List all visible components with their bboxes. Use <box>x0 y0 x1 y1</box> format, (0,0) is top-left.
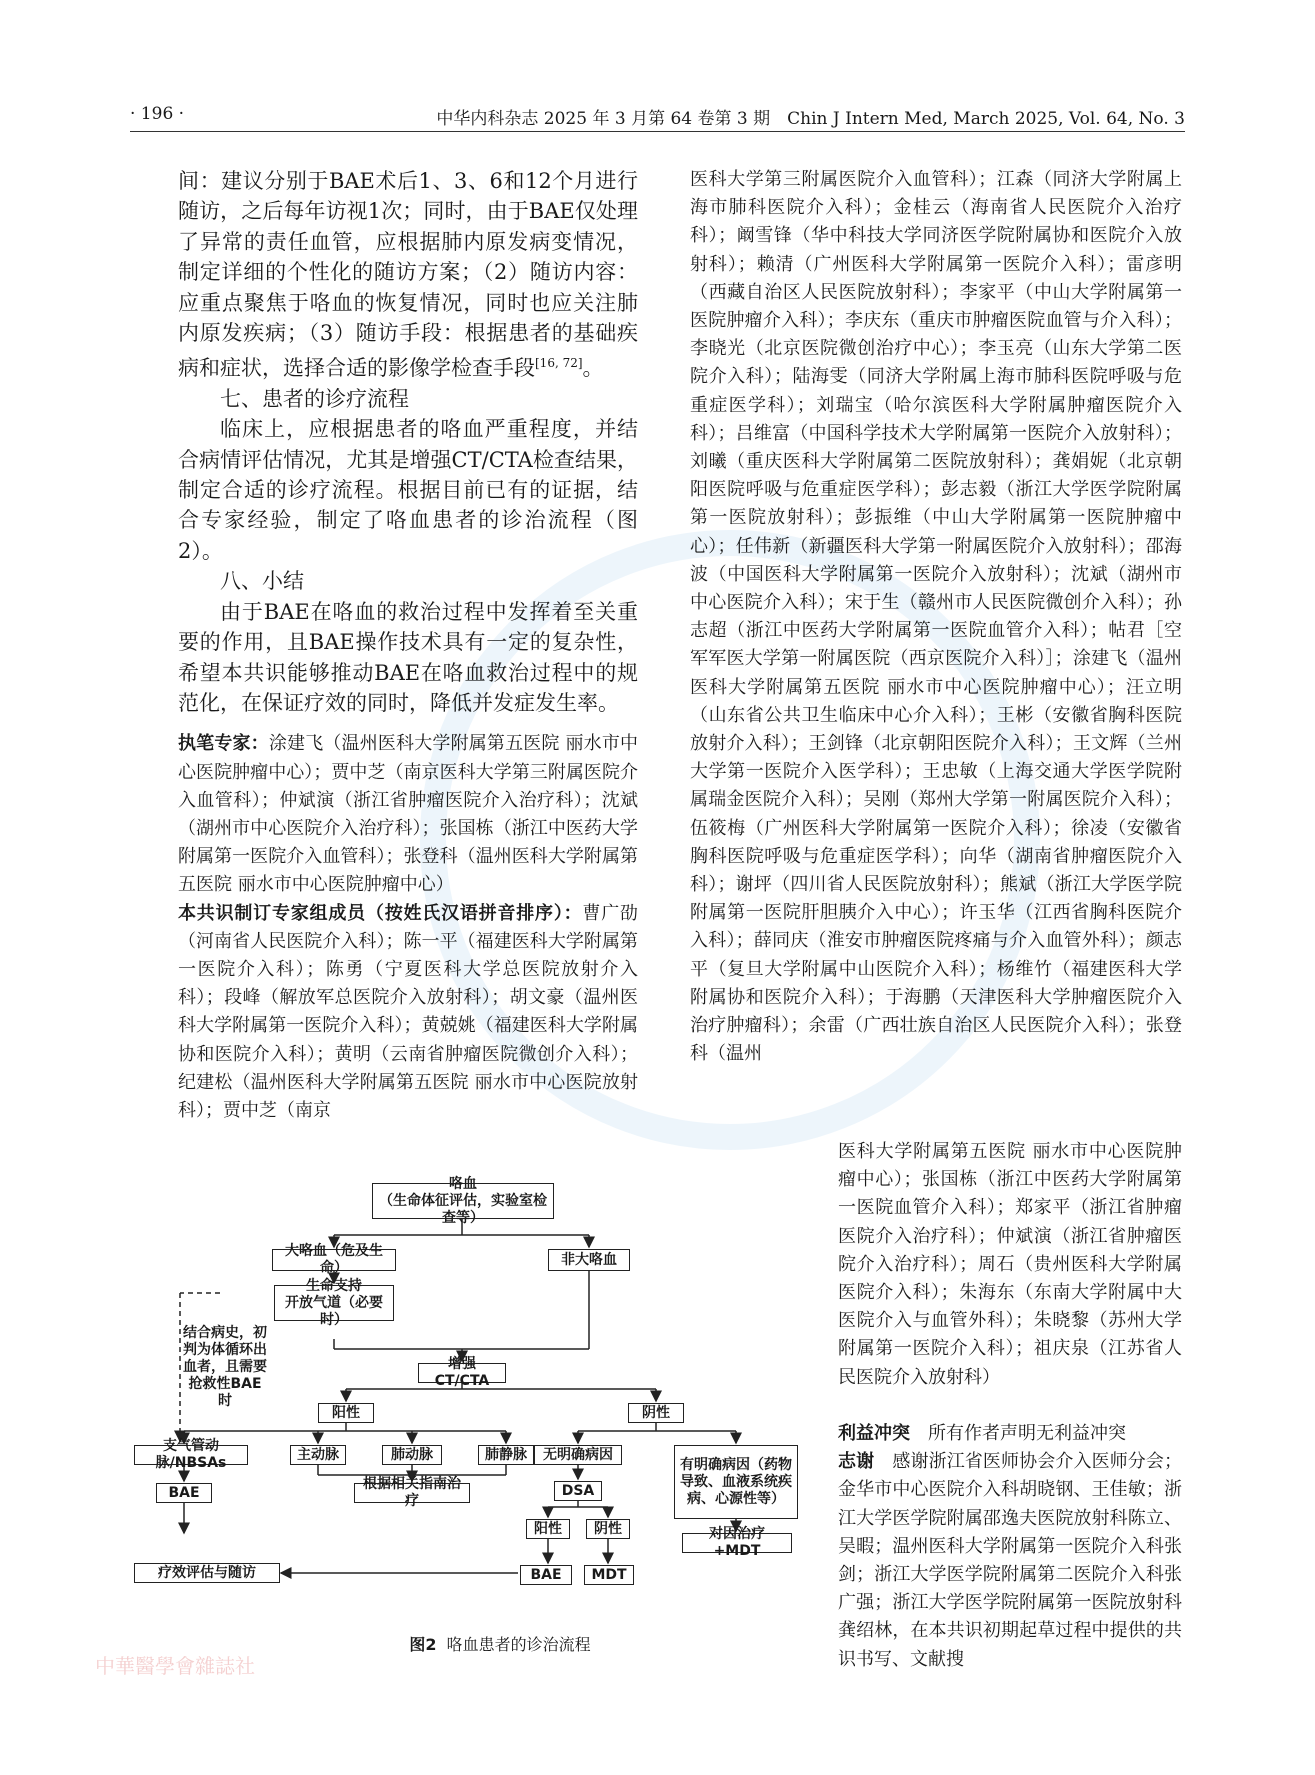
node-pulmonary-vein: 肺静脉 <box>478 1445 534 1465</box>
workflow-paragraph: 临床上，应根据患者的咯血严重程度，并结合病情评估情况，尤其是增强CT/CTA检查结果，制定合适的诊疗流程。根据目前已有的证据，结合专家经验，制定了咯血患者的诊治流程（图2）。 <box>178 417 638 563</box>
publisher-watermark: 中華醫學會雜誌社 <box>95 1654 255 1678</box>
node-hemoptysis: 咯血 （生命体征评估，实验室检查等） <box>372 1183 554 1219</box>
node-cause-treatment: 对因治疗+MDT <box>682 1533 792 1553</box>
node-mdt: MDT <box>584 1565 634 1585</box>
page-header <box>130 104 1185 132</box>
section-heading-7: 七、患者的诊疗流程 <box>220 386 409 411</box>
node-bronchial-artery: 支气管动脉/NBSAs <box>134 1445 248 1465</box>
right-column-members-cont <box>838 1138 1182 1392</box>
followup-paragraph: 间：建议分别于BAE术后1、3、6和12个月进行随访，之后每年访视1次；同时，由于BAE仅处理了异常的责任血管，应根据肺内原发病变情况，制定详细的个性化的随访方案；（2）随访内容：应重点聚焦于咯血的恢复情况，同时也应关注肺内原发疾病；（3）随访手段：根据患者的基础疾病和症状，选择合适的影像学检查手段[16, 72]。 <box>178 169 638 381</box>
node-efficacy-followup: 疗效评估与随访 <box>134 1563 280 1583</box>
right-column-members <box>690 166 1182 1069</box>
conflict-of-interest: 利益冲突 所有作者声明无利益冲突 <box>838 1423 1126 1444</box>
section-heading-8: 八、小结 <box>220 569 304 594</box>
citation: [16, 72] <box>535 356 583 371</box>
right-column-declarations <box>838 1420 1182 1674</box>
note-systemic-bleeding: 结合病史，初判为体循环出血者，且需要抢救性BAE时 <box>183 1325 267 1409</box>
node-bae-1: BAE <box>156 1483 212 1503</box>
node-negative: 阴性 <box>628 1403 684 1423</box>
node-guideline-treatment: 根据相关指南治疗 <box>354 1483 470 1503</box>
acknowledgement: 志谢 感谢浙江省医师协会介入医师分会；金华市中心医院介入科胡晓钢、王佳敏；浙江大学医学院附属邵逸夫医院放射科陈立、吴暇；温州医科大学附属第一医院介入科张剑；浙江大学医学院附属第二医院介入科张广强；浙江大学医学院附属第一医院放射科龚绍林，在本共识初期起草过程中提供的共识书写、文献搜 <box>838 1451 1183 1670</box>
header-rule <box>130 131 1185 132</box>
member-list: 医科大学第三附属医院介入血管科）；江森（同济大学附属上海市肺科医院介入科）；金桂云（海南省人民医院介入治疗科）；阚雪锋（华中科技大学同济医学院附属协和医院介入放射科）；赖清（广州医科大学附属第一医院介入科）；雷彦明（西藏自治区人民医院放射科）；李家平（中山大学附属第一医院肿瘤介入科）；李庆东（重庆市肿瘤医院血管与介入科）；李晓光（北京医院微创治疗中心）；李玉亮（山东大学第二医院介入科）；陆海雯（同济大学附属上海市肺科医院呼吸与危重症医学科）；刘瑞宝（哈尔滨医科大学附属肿瘤医院介入科）；吕维富（中国科学技术大学附属第一医院介入放射科）；刘曦（重庆医科大学附属第二医院放射科）；龚娟妮（北京朝阳医院呼吸与危重症医学科）；彭志毅（浙江大学医学院附属第一医院放射科）；彭振维（中山大学附属第一医院肿瘤中心）；任伟新（新疆医科大学第一附属医院介入放射科）；邵海波（中国医科大学附属第一医院介入放射科）；沈斌（湖州市中心医院介入科）；宋于生（赣州市人民医院微创介入科）；孙志超（浙江中医药大学附属第一医院血管介入科）；帖君［空军军医大学第一附属医院（西京医院介入科）］；涂建飞（温州医科大学附属第五医院 丽水市中心医院肿瘤中心）；汪立明（山东省公共卫生临床中心介入科）；王彬（安徽省胸科医院放射介入科）；王剑锋（北京朝阳医院介入科）；王文辉（兰州大学第一医院介入医学科）；王忠敏（上海交通大学医学院附属瑞金医院介入科）；吴刚（郑州大学第一附属医院介入科）；伍筱梅（广州医科大学附属第一医院介入科）；徐凌（安徽省胸科医院呼吸与危重症医学科）；向华（湖南省肿瘤医院介入科）；谢坪（四川省人民医院放射科）；熊斌（浙江大学医学院附属第一医院肝胆胰介入中心）；许玉华（江西省胸科医院介入科）；薛同庆（淮安市肿瘤医院疼痛与介入血管外科）；颜志平（复旦大学附属中山医院介入科）；杨维竹（福建医科大学附属协和医院介入科）；于海鹏（天津医科大学肿瘤医院介入治疗肿瘤科）；余雷（广西壮族自治区人民医院介入科）；张登科（温州 <box>690 169 1182 1065</box>
node-positive: 阳性 <box>318 1403 374 1423</box>
expert-group: 本共识制订专家组成员（按姓氏汉语拼音排序）：曹广劭（河南省人民医院介入科）；陈一平（福建医科大学附属第一医院介入科）；陈勇（宁夏医科大学总医院放射介入科）；段峰（解放军总医院介入放射科）；胡文豪（温州医科大学附属第一医院介入科）；黄兢姚（福建医科大学附属协和医院介入科）；黄明（云南省肿瘤医院微创介入科）；纪建松（温州医科大学附属第五医院 丽水市中心医院放射科）；贾中芝（南京 <box>178 902 639 1121</box>
executive-experts: 执笔专家：涂建飞（温州医科大学附属第五医院 丽水市中心医院肿瘤中心）；贾中芝（南京医科大学第三附属医院介入血管科）；仲斌演（浙江省肿瘤医院介入治疗科）；沈斌（湖州市中心医院介入治疗科）；张国栋（浙江中医药大学附属第一医院介入血管科）；张登科（温州医科大学附属第五医院 丽水市中心医院肿瘤中心） <box>178 733 638 896</box>
node-life-support: 生命支持 开放气道（必要时） <box>274 1285 394 1321</box>
node-non-massive: 非大咯血 <box>548 1249 630 1271</box>
node-dsa: DSA <box>554 1481 602 1501</box>
flowchart <box>128 1175 828 1645</box>
summary-paragraph: 由于BAE在咯血的救治过程中发挥着至关重要的作用，且BAE操作技术具有一定的复杂性，希望本共识能够推动BAE在咯血救治过程中的规范化，在保证疗效的同时，降低并发症发生率。 <box>178 599 638 715</box>
node-dsa-positive: 阳性 <box>526 1519 570 1539</box>
figure-caption: 图2 咯血患者的诊治流程 <box>409 1635 591 1654</box>
node-ct-cta: 增强CT/CTA <box>418 1363 506 1383</box>
journal-citation: 中华内科杂志 2025 年 3 月第 64 卷第 3 期 Chin J Intern Med, March 2025, Vol. 64, No. 3 <box>436 109 1185 129</box>
node-massive-hemoptysis: 大咯血（危及生命） <box>272 1249 396 1271</box>
node-aorta: 主动脉 <box>290 1445 346 1465</box>
node-pulmonary-artery: 肺动脉 <box>382 1445 442 1465</box>
member-list-cont: 医科大学附属第五医院 丽水市中心医院肿瘤中心）；张国栋（浙江中医药大学附属第一医院血管介入科）；郑家平（浙江省肿瘤医院介入治疗科）；仲斌演（浙江省肿瘤医院介入治疗科）；周石（贵州医科大学附属医院介入科）；朱海东（东南大学附属中大医院介入与血管外科）；朱晓黎（苏州大学附属第一医院介入科）；祖庆泉（江苏省人民医院介入放射科） <box>838 1141 1182 1388</box>
node-known-cause: 有明确病因（药物导致、血液系统疾病、心源性等） <box>674 1445 798 1519</box>
node-dsa-negative: 阴性 <box>586 1519 630 1539</box>
page-number: · 196 · <box>130 104 185 124</box>
node-bae-2: BAE <box>520 1565 572 1585</box>
left-column <box>178 166 638 1125</box>
node-no-cause: 无明确病因 <box>534 1445 622 1465</box>
